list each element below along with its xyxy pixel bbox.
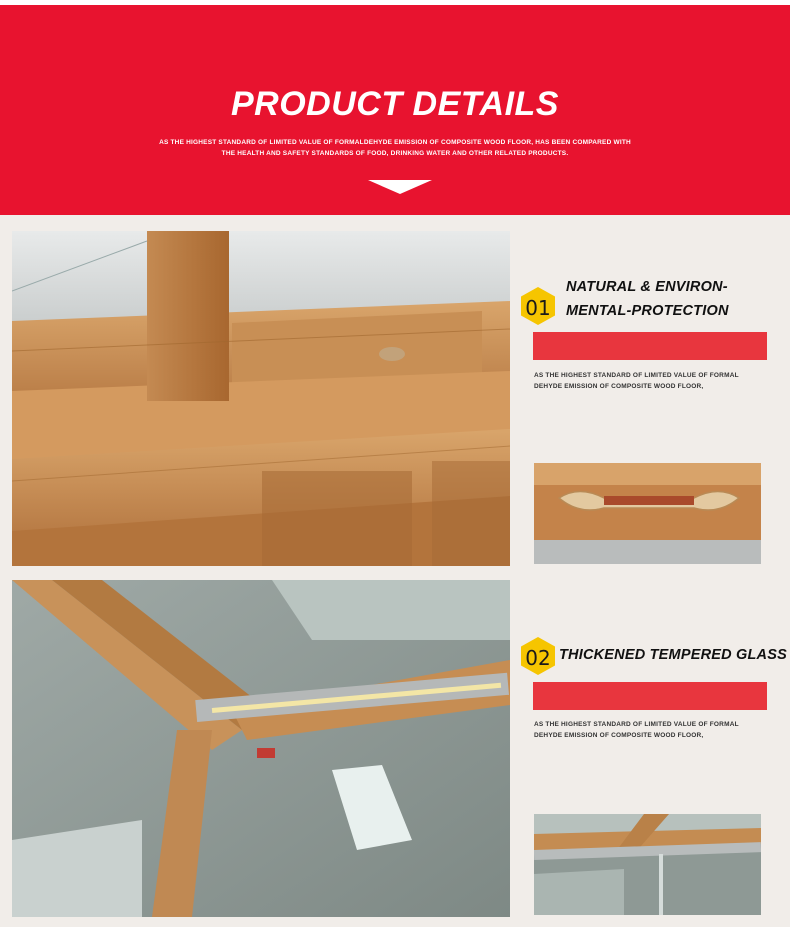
feature-2-red-bar — [533, 682, 767, 710]
feature-1-title-line-1: NATURAL & ENVIRON- — [566, 279, 728, 295]
banner-subtitle — [140, 137, 650, 159]
photo-glass-corner — [12, 580, 510, 917]
feature-1-title — [566, 275, 729, 323]
banner-subtitle-line-1: AS THE HIGHEST STANDARD OF LIMITED VALUE OF FORMALDEHYDE EMISSION OF COMPOSITE WOOD FLOOR, HAS BEEN COMPARED WITH — [159, 139, 631, 146]
feature-1-red-bar — [533, 332, 767, 360]
feature-1-number-badge — [521, 287, 555, 325]
photo-drawer-handle — [534, 463, 761, 564]
feature-2-description — [534, 719, 774, 741]
feature-2-description-line-1: AS THE HIGHEST STANDARD OF LIMITED VALUE OF FORMAL — [534, 721, 739, 728]
feature-2-number-badge — [521, 637, 555, 675]
feature-1-description-line-1: AS THE HIGHEST STANDARD OF LIMITED VALUE OF FORMAL — [534, 372, 739, 379]
photo-cabinet-top — [12, 231, 510, 566]
feature-1-number: 01 — [525, 296, 551, 320]
feature-2-title-line-1: THICKENED TEMPERED GLASS — [559, 647, 787, 663]
feature-2-number: 02 — [525, 646, 551, 670]
feature-2-title — [559, 643, 787, 667]
feature-1-description-line-2: DEHYDE EMISSION OF COMPOSITE WOOD FLOOR, — [534, 383, 704, 390]
photo-glass-detail — [534, 814, 761, 915]
header-banner — [0, 5, 790, 215]
feature-1-description — [534, 370, 774, 392]
feature-1-title-line-2: MENTAL-PROTECTION — [566, 303, 729, 319]
feature-2-description-line-2: DEHYDE EMISSION OF COMPOSITE WOOD FLOOR, — [534, 732, 704, 739]
banner-subtitle-line-2: THE HEALTH AND SAFETY STANDARDS OF FOOD, DRINKING WATER AND OTHER RELATED PRODUCTS. — [221, 150, 569, 157]
page-title: PRODUCT DETAILS — [231, 85, 559, 123]
down-arrow-icon — [368, 180, 432, 194]
